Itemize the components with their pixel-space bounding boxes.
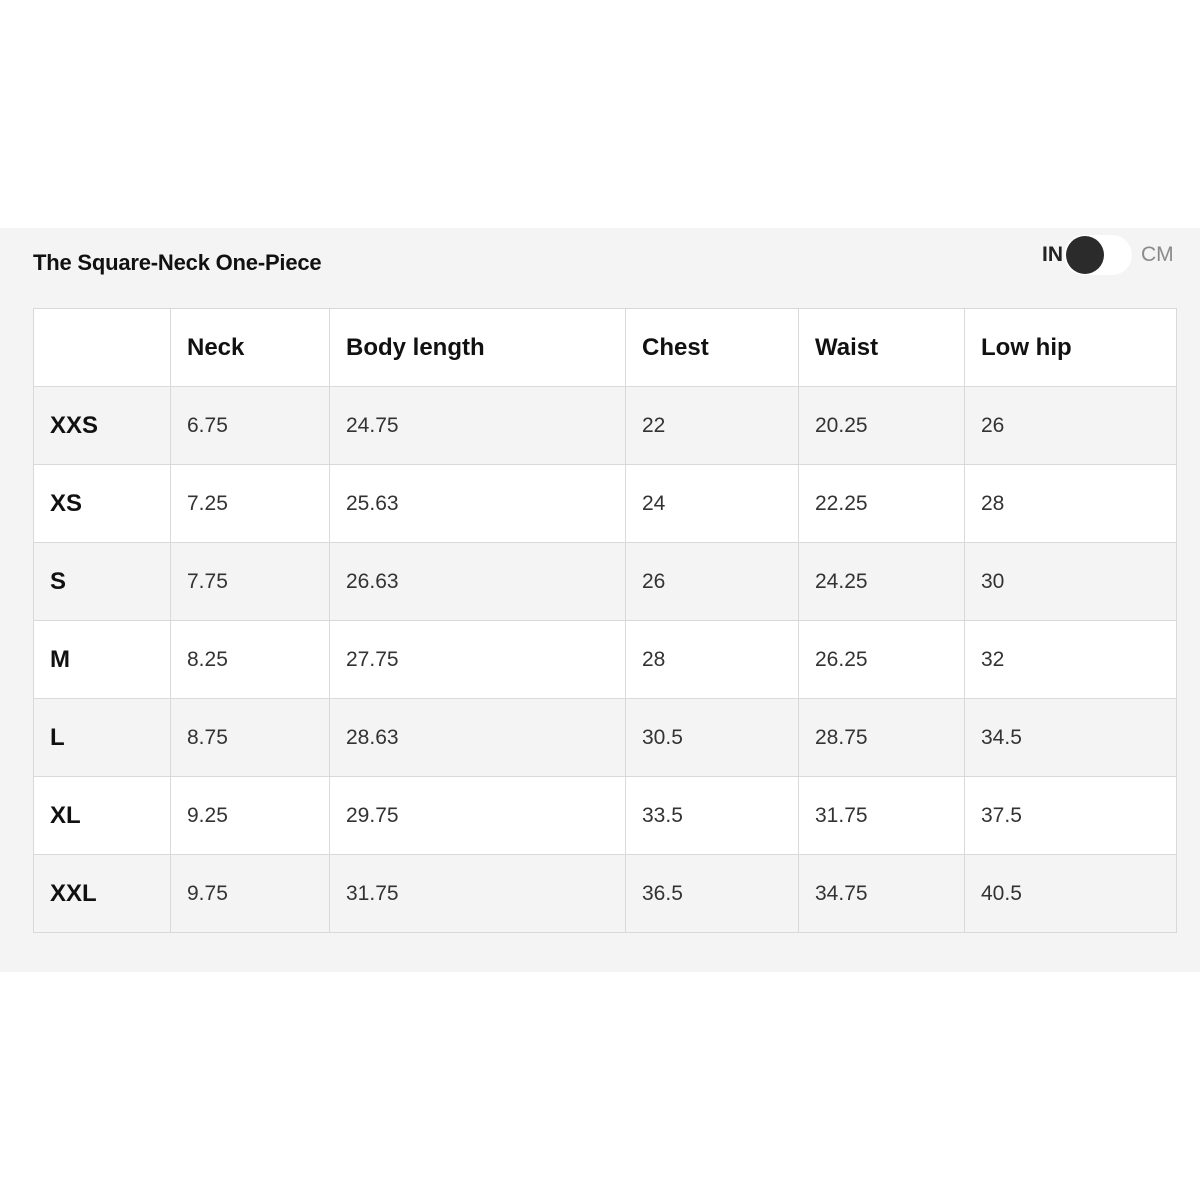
chest-cell: 24 [626, 465, 799, 543]
body-length-cell: 28.63 [330, 699, 626, 777]
table-row [34, 621, 1177, 699]
chest-cell: 22 [626, 387, 799, 465]
waist-cell: 34.75 [799, 855, 965, 933]
column-header-neck: Neck [171, 309, 330, 387]
low-hip-cell: 34.5 [965, 699, 1177, 777]
low-hip-cell: 40.5 [965, 855, 1177, 933]
low-hip-cell: 37.5 [965, 777, 1177, 855]
neck-cell: 8.75 [171, 699, 330, 777]
neck-cell: 6.75 [171, 387, 330, 465]
body-length-cell: 27.75 [330, 621, 626, 699]
size-label: XS [34, 465, 171, 543]
body-length-cell: 31.75 [330, 855, 626, 933]
chest-cell: 26 [626, 543, 799, 621]
body-length-cell: 24.75 [330, 387, 626, 465]
size-label: M [34, 621, 171, 699]
size-chart-table [33, 308, 1177, 933]
table-row [34, 543, 1177, 621]
low-hip-cell: 26 [965, 387, 1177, 465]
size-label: S [34, 543, 171, 621]
size-label: L [34, 699, 171, 777]
chest-cell: 30.5 [626, 699, 799, 777]
neck-cell: 9.25 [171, 777, 330, 855]
unit-in-label[interactable]: IN [1042, 243, 1063, 266]
neck-cell: 7.25 [171, 465, 330, 543]
low-hip-cell: 32 [965, 621, 1177, 699]
chest-cell: 28 [626, 621, 799, 699]
unit-toggle[interactable] [1040, 234, 1180, 276]
waist-cell: 20.25 [799, 387, 965, 465]
table-row [34, 855, 1177, 933]
table-row [34, 465, 1177, 543]
column-header-waist: Waist [799, 309, 965, 387]
neck-cell: 9.75 [171, 855, 330, 933]
chest-cell: 33.5 [626, 777, 799, 855]
product-title: The Square-Neck One-Piece [33, 250, 322, 275]
neck-cell: 8.25 [171, 621, 330, 699]
column-header-body-length: Body length [330, 309, 626, 387]
column-header-chest: Chest [626, 309, 799, 387]
body-length-cell: 25.63 [330, 465, 626, 543]
column-header-size [34, 309, 171, 387]
table-header-row [34, 309, 1177, 387]
unit-cm-label[interactable]: CM [1141, 243, 1174, 266]
column-header-low-hip: Low hip [965, 309, 1177, 387]
table-row [34, 387, 1177, 465]
body-length-cell: 26.63 [330, 543, 626, 621]
size-label: XXL [34, 855, 171, 933]
size-label: XXS [34, 387, 171, 465]
waist-cell: 26.25 [799, 621, 965, 699]
low-hip-cell: 28 [965, 465, 1177, 543]
waist-cell: 22.25 [799, 465, 965, 543]
chest-cell: 36.5 [626, 855, 799, 933]
body-length-cell: 29.75 [330, 777, 626, 855]
size-label: XL [34, 777, 171, 855]
switch-knob-icon[interactable] [1066, 236, 1104, 274]
waist-cell: 24.25 [799, 543, 965, 621]
neck-cell: 7.75 [171, 543, 330, 621]
low-hip-cell: 30 [965, 543, 1177, 621]
table-row [34, 699, 1177, 777]
waist-cell: 31.75 [799, 777, 965, 855]
table-row [34, 777, 1177, 855]
unit-switch[interactable] [1064, 235, 1132, 275]
waist-cell: 28.75 [799, 699, 965, 777]
